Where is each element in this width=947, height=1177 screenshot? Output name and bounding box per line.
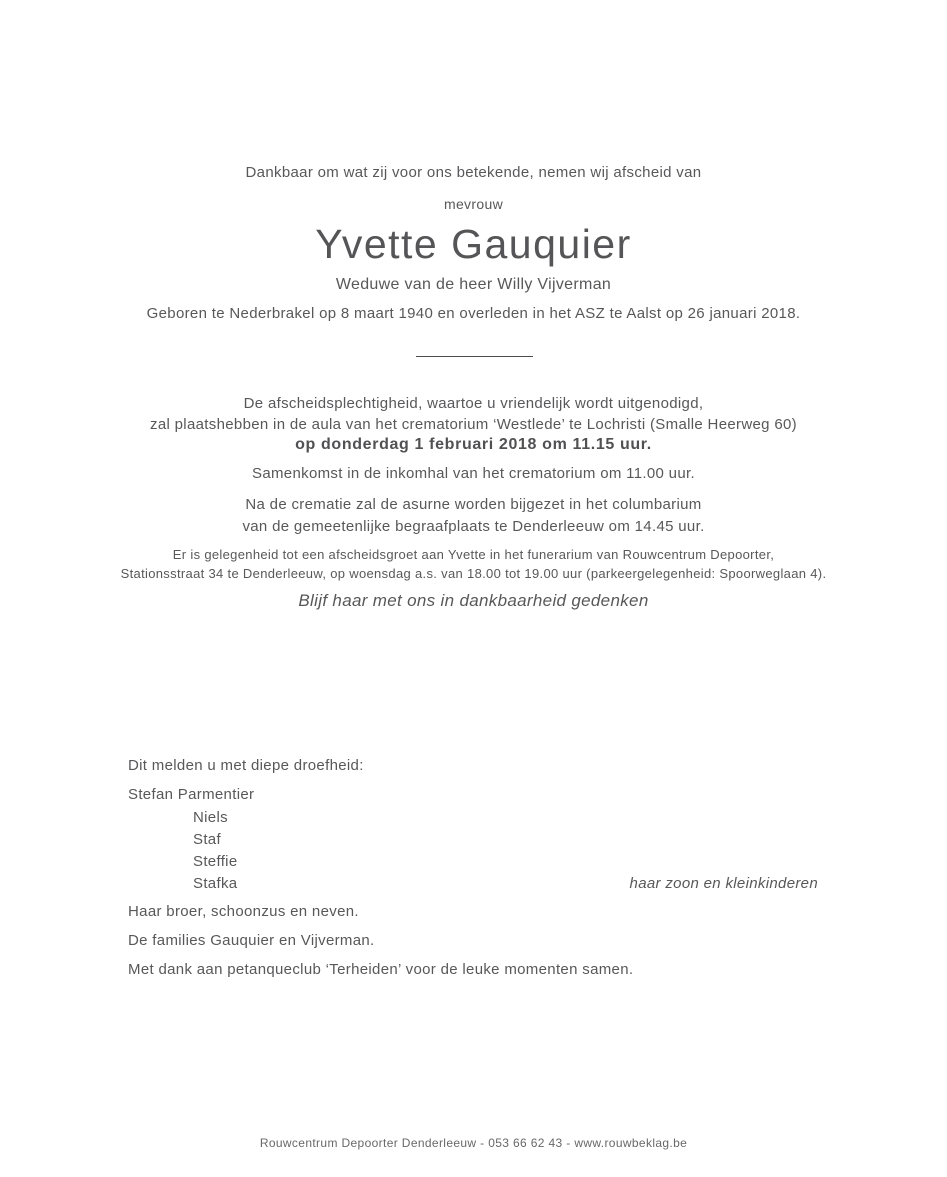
grandchild-name: Niels	[193, 809, 228, 826]
life-summary: Geboren te Nederbrakel op 8 maart 1940 en overleden in het ASZ te Aalst op 26 januari 2018.	[146, 305, 801, 322]
columbarium-line-1: Na de crematie zal de asurne worden bijgezet in het columbarium	[245, 496, 702, 513]
son-name: Stefan Parmentier	[128, 786, 255, 803]
grandchild-row	[128, 807, 818, 829]
grandchild-row	[128, 829, 818, 851]
grandchild-name: Stafka	[193, 875, 238, 892]
grandchild-row	[128, 851, 818, 873]
ceremony-invitation	[0, 393, 947, 435]
gathering-info: Samenkomst in de inkomhal van het crematorium om 11.00 uur.	[252, 465, 695, 482]
farewell-line-2: Stationsstraat 34 te Denderleeuw, op woensdag a.s. van 18.00 tot 19.00 uur (parkeergelegenheid: Spoorweglaan 4).	[120, 566, 827, 581]
farewell-line-1: Er is gelegenheid tot een afscheidsgroet aan Yvette in het funerarium van Rouwcentrum Depoorter,	[172, 547, 775, 562]
grandchild-row	[128, 873, 818, 895]
opening-line: Dankbaar om wat zij voor ons betekende, nemen wij afscheid van	[245, 164, 702, 181]
funeral-home-contact: Rouwcentrum Depoorter Denderleeuw - 053 66 62 43 - www.rouwbeklag.be	[259, 1136, 688, 1150]
relatives-line: Haar broer, schoonzus en neven.	[128, 903, 359, 920]
invitation-line-2: zal plaatshebben in de aula van het crematorium ‘Westlede’ te Lochristi (Smalle Heerweg 60)	[150, 416, 797, 433]
thanks-line: Met dank aan petanqueclub ‘Terheiden’ voor de leuke momenten samen.	[128, 961, 634, 978]
deceased-name: Yvette Gauquier	[315, 221, 632, 267]
families-line: De families Gauquier en Vijverman.	[128, 932, 375, 949]
salutation: mevrouw	[443, 196, 504, 212]
columbarium-info	[0, 494, 947, 537]
relation-note: haar zoon en kleinkinderen	[629, 875, 818, 892]
family-announcement: Dit melden u met diepe droefheid:	[128, 757, 364, 774]
invitation-line-1: De afscheidsplechtigheid, waartoe u vriendelijk wordt uitgenodigd,	[243, 395, 704, 412]
deceased-subtitle: Weduwe van de heer Willy Vijverman	[335, 276, 612, 293]
grandchild-name: Steffie	[193, 853, 238, 870]
grandchild-name: Staf	[193, 831, 221, 848]
ceremony-date-time: op donderdag 1 februari 2018 om 11.15 uur.	[295, 436, 652, 453]
divider-line	[416, 356, 533, 357]
memorial-quote: Blijf haar met ons in dankbaarheid gedenken	[298, 591, 649, 610]
farewell-visit-info	[0, 545, 947, 583]
grandchildren-list	[128, 807, 818, 895]
columbarium-line-2: van de gemeetenlijke begraafplaats te Denderleeuw om 14.45 uur.	[242, 517, 705, 535]
